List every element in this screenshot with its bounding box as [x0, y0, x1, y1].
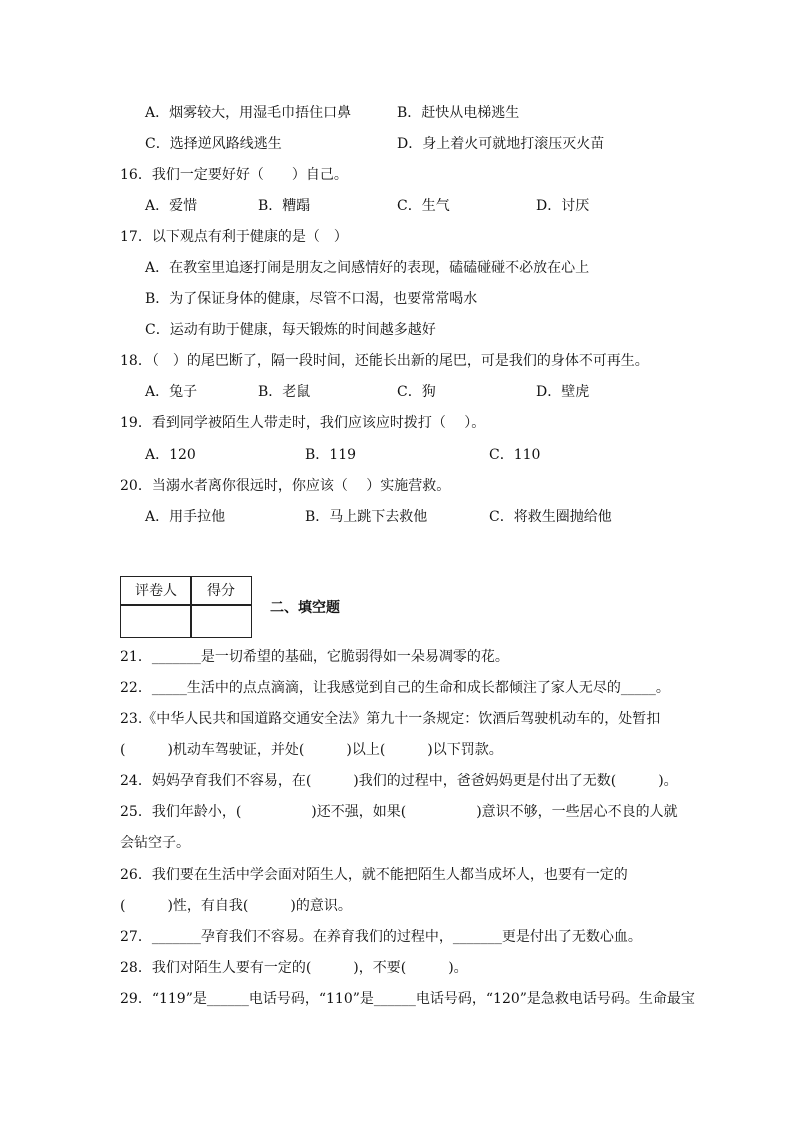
q19-stem: 19．看到同学被陌生人带走时，我们应该应时拨打（ ）。: [120, 415, 486, 431]
grade-table: [120, 576, 252, 638]
q21-line: 21．_______是一切希望的基础，它脆弱得如一朵易凋零的花。: [120, 649, 509, 665]
section-title: 二、填空题: [270, 600, 340, 616]
q15-option-c: C．选择逆风路线逃生: [145, 136, 282, 152]
q29-line: 29．“119”是______电话号码，“110”是______电话号码，“120”是急救电话号码。生命最宝: [120, 991, 695, 1007]
q28-line: 28．我们对陌生人要有一定的( )，不要( )。: [120, 960, 468, 976]
q16-stem: 16．我们一定要好好（ ）自己。: [120, 167, 348, 183]
q17-option-c: C．运动有助于健康，每天锻炼的时间越多越好: [145, 322, 436, 338]
q18-option-c: C．狗: [397, 384, 436, 400]
q27-line: 27．_______孕育我们不容易。在养育我们的过程中，_______更是付出了无数心血。: [120, 929, 642, 945]
q20-option-a: A．用手拉他: [145, 509, 226, 525]
q20-option-b: B．马上跳下去救他: [305, 509, 428, 525]
q18-option-d: D．壁虎: [536, 384, 590, 400]
q15-option-d: D．身上着火可就地打滚压灭火苗: [397, 136, 605, 152]
q25-line-1: 25．我们年龄小，( )还不强，如果( )意识不够，一些居心不良的人就: [120, 804, 678, 820]
q18-option-a: A．兔子: [145, 384, 198, 400]
reviewer-header: 评卷人: [135, 583, 177, 599]
q26-line-1: 26．我们要在生活中学会面对陌生人，就不能把陌生人都当成坏人，也要有一定的: [120, 867, 628, 883]
q19-option-b: B．119: [305, 447, 357, 463]
q19-option-a: A．120: [145, 447, 196, 463]
table-divider-horizontal: [121, 604, 251, 606]
q18-option-b: B．老鼠: [258, 384, 311, 400]
q22-line: 22．_____生活中的点点滴滴，让我感觉到自己的生命和成长都倾注了家人无尽的_____。: [120, 680, 670, 696]
q17-stem: 17．以下观点有利于健康的是（ ）: [120, 229, 348, 245]
q24-line: 24．妈妈孕育我们不容易，在( )我们的过程中，爸爸妈妈更是付出了无数( )。: [120, 773, 678, 789]
q16-option-a: A．爱惜: [145, 198, 198, 214]
q19-option-c: C．110: [489, 447, 541, 463]
q17-option-b: B．为了保证身体的健康，尽管不口渴，也要常常喝水: [145, 291, 478, 307]
q16-option-c: C．生气: [397, 198, 450, 214]
q15-option-b: B．赶快从电梯逃生: [397, 105, 520, 121]
q23-line-2: ( )机动车驾驶证，并处( )以上( )以下罚款。: [120, 742, 503, 758]
q20-stem: 20．当溺水者离你很远时，你应该（ ）实施营救。: [120, 478, 451, 494]
q26-line-2: ( )性，有自我( )的意识。: [120, 898, 352, 914]
table-divider-vertical: [190, 577, 192, 637]
q16-option-b: B．糟蹋: [258, 198, 311, 214]
q16-option-d: D．讨厌: [536, 198, 590, 214]
q18-stem: 18．（ ）的尾巴断了，隔一段时间，还能长出新的尾巴，可是我们的身体不可再生。: [120, 353, 649, 369]
q15-option-a: A．烟雾较大，用湿毛巾捂住口鼻: [145, 105, 352, 121]
q20-option-c: C．将救生圈抛给他: [489, 509, 612, 525]
q25-line-2: 会钻空子。: [120, 835, 190, 851]
q17-option-a: A．在教室里追逐打闹是朋友之间感情好的表现，磕磕碰碰不必放在心上: [145, 260, 590, 276]
q23-line-1: 23.《中华人民共和国道路交通安全法》第九十一条规定：饮酒后驾驶机动车的，处暂扣: [120, 711, 661, 727]
score-header: 得分: [207, 583, 235, 599]
